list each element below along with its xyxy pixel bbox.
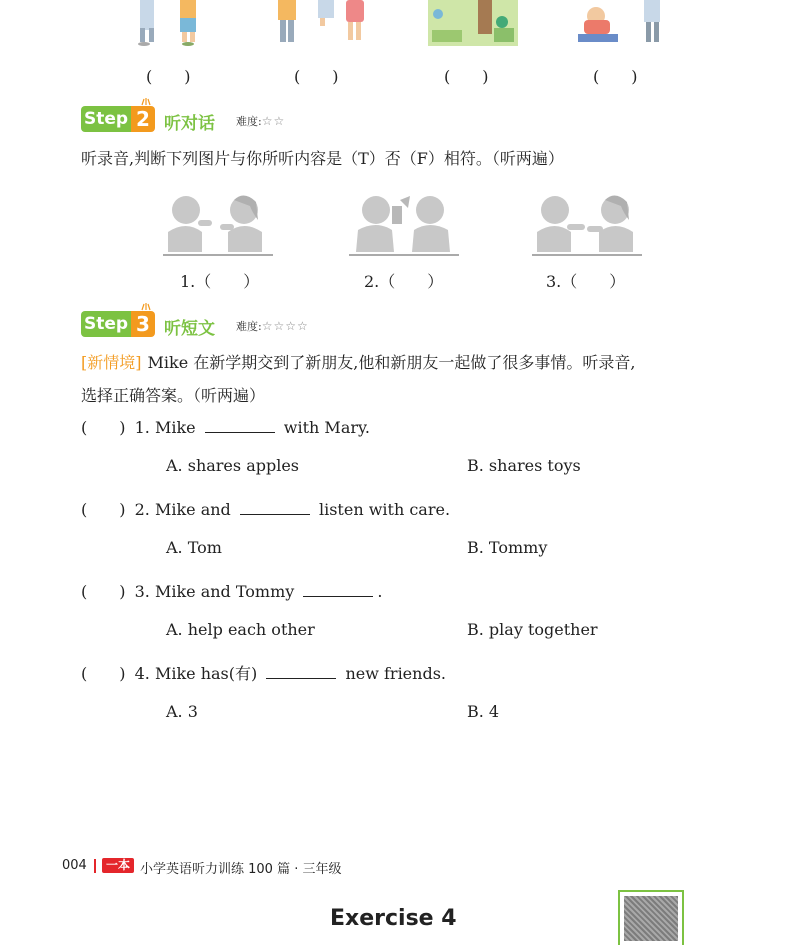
top-answer-paren-3[interactable]: ( )	[444, 67, 489, 86]
dialogue-picture-2	[344, 190, 464, 260]
intro-text: Mike 在新学期交到了新朋友,他和新朋友一起做了很多事情。听录音,	[147, 353, 636, 372]
question-2	[81, 497, 450, 520]
fill-blank[interactable]	[266, 664, 336, 679]
q2-option-a[interactable]: A. Tom	[166, 538, 222, 557]
top-answer-paren-2[interactable]: ( )	[294, 67, 339, 86]
q4-option-a[interactable]: A. 3	[166, 702, 198, 721]
picture-answer-3[interactable]: 3.（ ）	[546, 272, 626, 291]
top-illustration-4	[566, 0, 676, 50]
step3-intro-line1	[81, 350, 635, 373]
difficulty-label: 难度:	[236, 115, 262, 128]
answer-paren[interactable]: ( )	[81, 582, 126, 601]
dialogue-picture-3	[527, 190, 647, 260]
step3-badge: Step 3	[81, 311, 155, 337]
top-answer-paren-4[interactable]: ( )	[593, 67, 638, 86]
q4-option-b[interactable]: B. 4	[467, 702, 500, 721]
question-text-post: with Mary.	[283, 418, 370, 437]
exercise-heading: Exercise 4	[330, 906, 457, 931]
question-3	[81, 579, 383, 602]
answer-paren[interactable]: ( )	[81, 500, 126, 519]
dialogue-picture-1	[158, 190, 278, 260]
step3-difficulty	[236, 318, 309, 334]
top-illustration-2	[268, 0, 378, 50]
answer-paren[interactable]: ( )	[81, 418, 126, 437]
question-text-pre: 3. Mike and Tommy	[134, 582, 295, 601]
question-4	[81, 661, 446, 684]
difficulty-stars-icon: ☆☆	[261, 114, 286, 128]
q1-option-b[interactable]: B. shares toys	[467, 456, 581, 475]
difficulty-label: 难度:	[236, 320, 262, 333]
footer-divider	[94, 859, 96, 873]
answer-paren[interactable]: ( )	[81, 664, 126, 683]
q1-option-a[interactable]: A. shares apples	[166, 456, 300, 475]
picture-answer-2[interactable]: 2.（ ）	[364, 272, 444, 291]
step2-instruction: 听录音,判断下列图片与你所听内容是（T）否（F）相符。（听两遍）	[81, 149, 564, 168]
new-context-tag: [新情境]	[81, 353, 142, 372]
picture-answer-1[interactable]: 1.（ ）	[180, 272, 260, 291]
qr-code-icon[interactable]	[618, 890, 684, 945]
question-text-post: listen with care.	[318, 500, 451, 519]
fill-blank[interactable]	[205, 418, 275, 433]
step2-difficulty	[236, 113, 285, 129]
q3-option-b[interactable]: B. play together	[467, 620, 598, 639]
step3-intro-line2: 选择正确答案。（听两遍）	[81, 386, 266, 405]
book-title: 小学英语听力训练 100 篇 · 三年级	[140, 862, 342, 877]
q2-option-b[interactable]: B. Tommy	[467, 538, 548, 557]
question-1	[81, 415, 370, 438]
top-answer-paren-1[interactable]: ( )	[146, 67, 191, 86]
top-illustration-3	[428, 0, 518, 48]
question-text-post: .	[377, 582, 383, 601]
fill-blank[interactable]	[303, 582, 373, 597]
q3-option-a[interactable]: A. help each other	[166, 620, 315, 639]
fill-blank[interactable]	[240, 500, 310, 515]
step2-badge: Step 2	[81, 106, 155, 132]
top-illustration-1	[130, 0, 220, 50]
question-text-pre: 2. Mike and	[134, 500, 231, 519]
step2-title: 听对话	[164, 114, 215, 134]
page-number: 004	[62, 858, 87, 873]
question-text-pre: 4. Mike has(有)	[134, 664, 258, 683]
question-text-pre: 1. Mike	[134, 418, 196, 437]
question-text-post: new friends.	[345, 664, 446, 683]
difficulty-stars-icon: ☆☆☆☆	[261, 319, 309, 333]
step3-title: 听短文	[164, 319, 215, 339]
brand-logo: 一本	[102, 858, 134, 873]
